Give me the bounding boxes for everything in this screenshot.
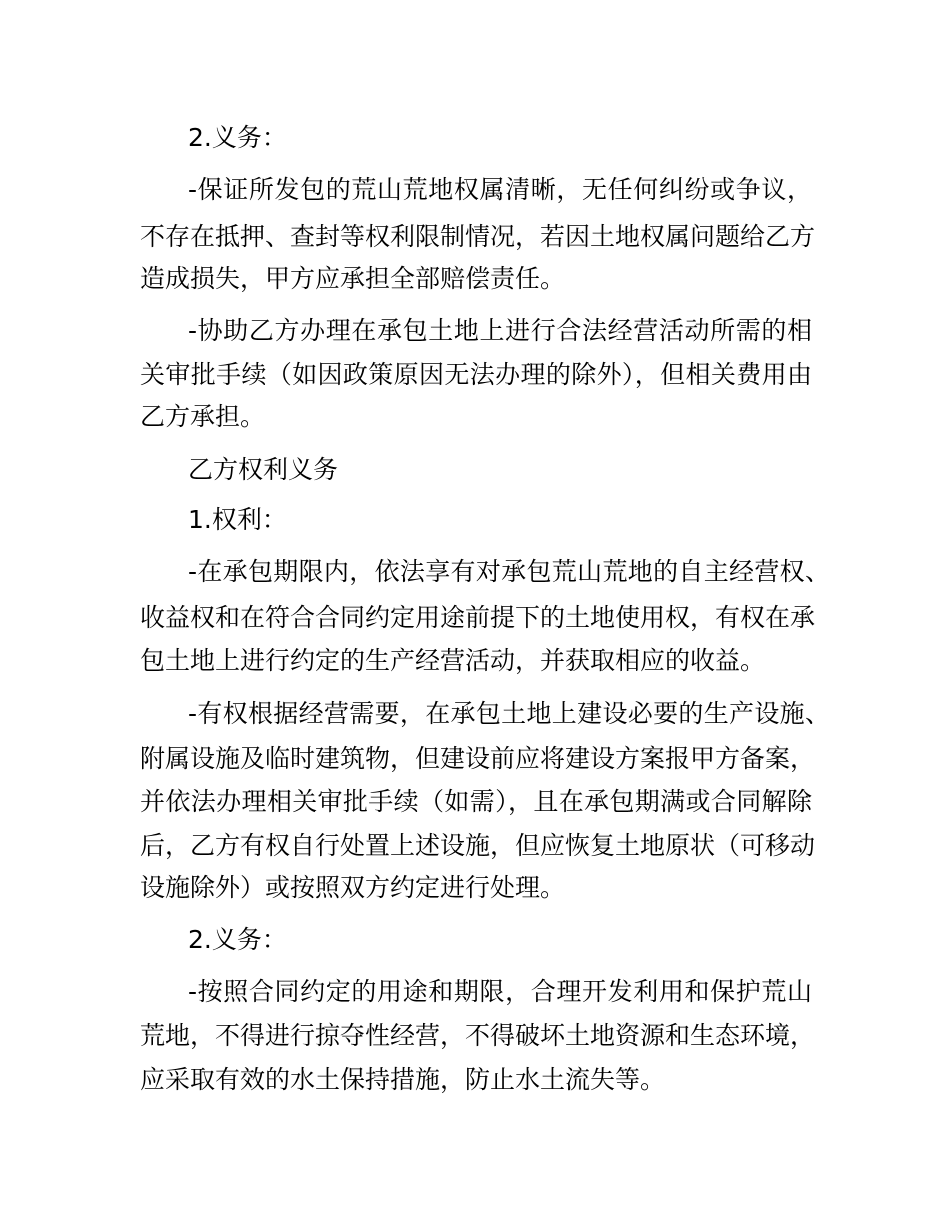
text-line: 并依法办理相关审批手续（如需），且在承包期满或合同解除 [140, 787, 812, 816]
text-line: 荒地，不得进行掠夺性经营，不得破坏土地资源和生态环境， [140, 1021, 816, 1050]
text-line: 不存在抵押、查封等权利限制情况，若因土地权属问题给乙方 [140, 222, 816, 251]
text-line: 2.义务： [188, 925, 287, 954]
text-line: 收益权和在符合合同约定用途前提下的土地使用权，有权在承 [140, 603, 816, 632]
text-line: 乙方承担。 [140, 402, 266, 431]
text-line: 附属设施及临时建筑物，但建设前应将建设方案报甲方备案， [140, 744, 816, 773]
text-line: -保证所发包的荒山荒地权属清晰，无任何纠纷或争议， [188, 175, 812, 204]
text-line: 后，乙方有权自行处置上述设施，但应恢复土地原状（可移动 [140, 831, 816, 860]
text-line: -有权根据经营需要，在承包土地上建设必要的生产设施、 [188, 699, 830, 728]
text-line: 包土地上进行约定的生产经营活动，并获取相应的收益。 [140, 646, 766, 675]
text-line: -按照合同约定的用途和期限，合理开发利用和保护荒山 [188, 977, 812, 1006]
text-line: 应采取有效的水土保持措施，防止水土流失等。 [140, 1065, 666, 1094]
text-line: 乙方权利义务 [188, 455, 339, 484]
text-line: 设施除外）或按照双方约定进行处理。 [140, 873, 566, 902]
text-line: -在承包期限内，依法享有对承包荒山荒地的自主经营权、 [188, 557, 830, 586]
text-line: 1.权利： [188, 505, 287, 534]
text-line: 关审批手续（如因政策原因无法办理的除外），但相关费用由 [140, 360, 812, 389]
text-line: 2.义务： [188, 123, 287, 152]
text-line: 造成损失，甲方应承担全部赔偿责任。 [140, 264, 566, 293]
text-line: -协助乙方办理在承包土地上进行合法经营活动所需的相 [188, 316, 812, 345]
